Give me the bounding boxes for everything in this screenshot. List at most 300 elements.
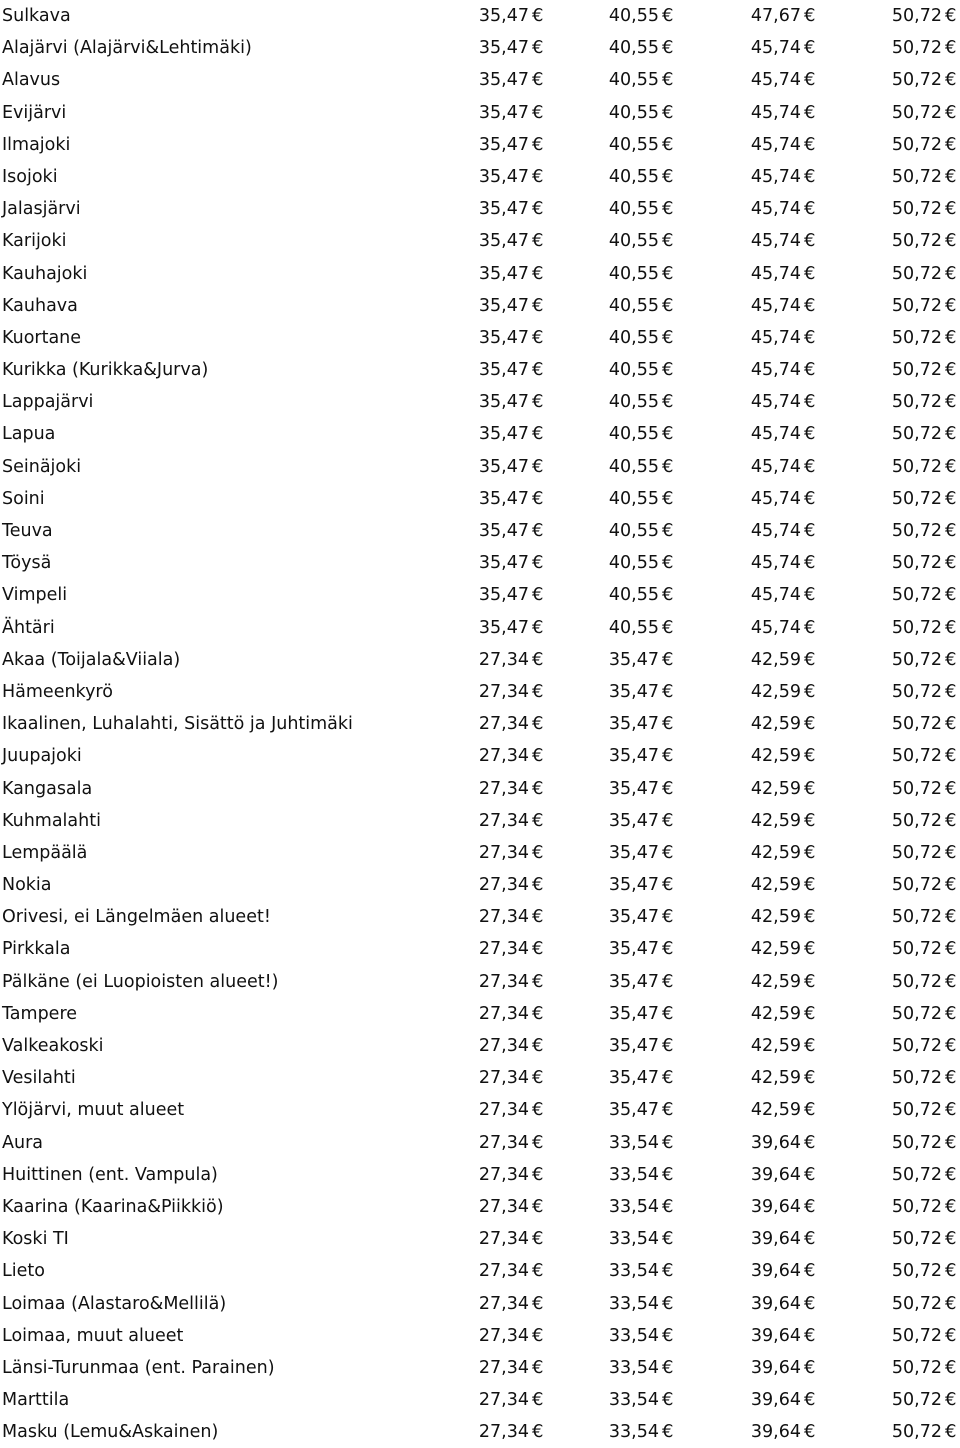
price-value: 35,47 [478, 102, 529, 123]
price-value: 35,47 [478, 231, 529, 252]
price-value: 40,55 [608, 488, 659, 509]
price-value: 50,72 [891, 1325, 942, 1346]
euro-sign: € [532, 359, 544, 381]
euro-sign: € [662, 1131, 674, 1153]
municipality-name: Länsi-Turunmaa (ent. Parainen) [2, 1357, 275, 1378]
euro-sign: € [945, 1195, 957, 1217]
table-row [0, 1223, 960, 1255]
municipality-name: Marttila [2, 1390, 70, 1411]
price-value: 50,72 [891, 231, 942, 252]
price-value: 40,55 [608, 360, 659, 381]
price-value: 42,59 [750, 1036, 801, 1056]
euro-sign: € [945, 1421, 957, 1443]
price-value: 40,55 [608, 70, 659, 91]
price-value: 50,72 [891, 360, 942, 381]
price-value: 27,34 [478, 907, 529, 928]
price-value: 50,72 [891, 38, 942, 59]
euro-sign: € [804, 294, 816, 316]
price-value: 50,72 [891, 617, 942, 638]
price-value: 27,34 [478, 875, 529, 896]
price-value: 40,55 [608, 199, 659, 220]
price-value: 35,47 [608, 649, 659, 670]
price-value: 27,34 [478, 1132, 529, 1153]
euro-sign: € [662, 1228, 674, 1250]
euro-sign: € [945, 294, 957, 316]
euro-sign: € [804, 520, 816, 541]
price-value: 27,34 [478, 778, 529, 799]
price-value: 27,34 [478, 939, 529, 960]
euro-sign: € [532, 69, 544, 91]
euro-sign: € [804, 455, 816, 477]
table-row [0, 966, 960, 998]
municipality-name: Akaa (Toijala&Viiala) [2, 649, 181, 670]
euro-sign: € [804, 1260, 816, 1282]
euro-sign: € [662, 1356, 674, 1378]
euro-sign: € [532, 1324, 544, 1346]
price-value: 33,54 [608, 1196, 659, 1217]
price-value: 42,59 [750, 1100, 801, 1121]
euro-sign: € [945, 133, 957, 155]
euro-sign: € [532, 906, 544, 928]
euro-sign: € [804, 616, 816, 638]
price-value: 35,47 [478, 38, 529, 59]
table-row [0, 1320, 960, 1352]
euro-sign: € [945, 69, 957, 91]
price-value: 50,72 [891, 553, 942, 574]
euro-sign: € [945, 970, 957, 992]
euro-sign: € [804, 101, 816, 123]
euro-sign: € [945, 1163, 957, 1185]
euro-sign: € [532, 616, 544, 638]
price-value: 35,47 [608, 939, 659, 960]
euro-sign: € [804, 1389, 816, 1411]
price-value: 50,72 [891, 1036, 942, 1056]
price-value: 50,72 [891, 810, 942, 831]
price-value: 27,34 [478, 1422, 529, 1443]
price-value: 40,55 [608, 263, 659, 284]
euro-sign: € [945, 1324, 957, 1346]
euro-sign: € [945, 1292, 957, 1314]
euro-sign: € [662, 745, 674, 767]
euro-sign: € [532, 391, 544, 413]
euro-sign: € [532, 970, 544, 992]
euro-sign: € [804, 359, 816, 381]
price-value: 45,74 [750, 70, 801, 91]
euro-sign: € [804, 198, 816, 220]
euro-sign: € [804, 680, 816, 702]
price-value: 45,74 [750, 199, 801, 220]
euro-sign: € [662, 584, 674, 606]
euro-sign: € [532, 938, 544, 960]
table-row [0, 901, 960, 933]
price-value: 27,34 [478, 1390, 529, 1411]
price-value: 35,47 [478, 199, 529, 220]
price-value: 45,74 [750, 585, 801, 606]
municipality-name: Lempäälä [2, 842, 88, 863]
price-value: 27,34 [478, 842, 529, 863]
price-value: 50,72 [891, 6, 942, 26]
municipality-name: Pirkkala [2, 939, 71, 960]
price-value: 40,55 [608, 521, 659, 541]
price-value: 42,59 [750, 1003, 801, 1024]
price-value: 50,72 [891, 585, 942, 606]
price-value: 45,74 [750, 38, 801, 59]
price-value: 35,47 [608, 746, 659, 767]
municipality-name: Huittinen (ent. Vampula) [2, 1164, 218, 1185]
table-row [0, 933, 960, 965]
table-row [0, 708, 960, 740]
euro-sign: € [532, 262, 544, 284]
euro-sign: € [804, 1002, 816, 1024]
municipality-name: Koski TI [2, 1229, 69, 1250]
price-value: 42,59 [750, 939, 801, 960]
euro-sign: € [804, 1067, 816, 1089]
euro-sign: € [662, 1067, 674, 1089]
municipality-name: Ikaalinen, Luhalahti, Sisättö ja Juhtimäki [2, 714, 353, 735]
euro-sign: € [662, 713, 674, 735]
price-value: 35,47 [608, 842, 659, 863]
price-value: 45,74 [750, 102, 801, 123]
euro-sign: € [662, 294, 674, 316]
price-value: 50,72 [891, 1003, 942, 1024]
euro-sign: € [532, 552, 544, 574]
municipality-name: Juupajoki [2, 746, 82, 767]
table-row [0, 1352, 960, 1384]
euro-sign: € [662, 874, 674, 896]
euro-sign: € [532, 1035, 544, 1056]
euro-sign: € [532, 294, 544, 316]
euro-sign: € [532, 713, 544, 735]
euro-sign: € [804, 809, 816, 831]
euro-sign: € [662, 970, 674, 992]
price-value: 40,55 [608, 231, 659, 252]
euro-sign: € [945, 1260, 957, 1282]
euro-sign: € [532, 1292, 544, 1314]
price-value: 42,59 [750, 714, 801, 735]
price-value: 40,55 [608, 553, 659, 574]
table-row [0, 1159, 960, 1191]
euro-sign: € [532, 1163, 544, 1185]
price-value: 40,55 [608, 424, 659, 445]
price-value: 27,34 [478, 1196, 529, 1217]
euro-sign: € [945, 230, 957, 252]
price-value: 33,54 [608, 1357, 659, 1378]
table-row [0, 483, 960, 515]
price-value: 50,72 [891, 1164, 942, 1185]
price-value: 27,34 [478, 810, 529, 831]
table-row [0, 1288, 960, 1320]
price-value: 35,47 [478, 488, 529, 509]
euro-sign: € [804, 1195, 816, 1217]
table-row [0, 0, 960, 32]
municipality-name: Kurikka (Kurikka&Jurva) [2, 360, 209, 381]
table-row [0, 547, 960, 579]
municipality-name: Kuortane [2, 327, 82, 348]
euro-sign: € [662, 487, 674, 509]
municipality-name: Vimpeli [2, 585, 68, 606]
euro-sign: € [945, 262, 957, 284]
euro-sign: € [662, 906, 674, 928]
euro-sign: € [804, 1099, 816, 1121]
euro-sign: € [945, 906, 957, 928]
price-value: 42,59 [750, 649, 801, 670]
municipality-name: Loimaa (Alastaro&Mellilä) [2, 1293, 227, 1314]
price-value: 35,47 [608, 1100, 659, 1121]
euro-sign: € [945, 874, 957, 896]
price-value: 39,64 [750, 1357, 801, 1378]
euro-sign: € [945, 198, 957, 220]
price-value: 50,72 [891, 681, 942, 702]
euro-sign: € [532, 1389, 544, 1411]
price-value: 50,72 [891, 166, 942, 187]
euro-sign: € [662, 37, 674, 59]
euro-sign: € [662, 1002, 674, 1024]
euro-sign: € [532, 101, 544, 123]
price-value: 42,59 [750, 971, 801, 992]
price-value: 33,54 [608, 1132, 659, 1153]
euro-sign: € [804, 841, 816, 863]
municipality-name: Kauhava [2, 295, 78, 316]
euro-sign: € [662, 133, 674, 155]
price-value: 35,47 [608, 681, 659, 702]
price-value: 35,47 [608, 1068, 659, 1089]
price-value: 27,34 [478, 1068, 529, 1089]
table-row [0, 64, 960, 96]
price-value: 27,34 [478, 1100, 529, 1121]
euro-sign: € [532, 648, 544, 670]
euro-sign: € [662, 1163, 674, 1185]
municipality-name: Sulkava [2, 6, 71, 26]
municipality-name: Seinäjoki [2, 456, 82, 477]
price-value: 39,64 [750, 1293, 801, 1314]
price-value: 35,47 [478, 521, 529, 541]
euro-sign: € [532, 1002, 544, 1024]
euro-sign: € [662, 230, 674, 252]
euro-sign: € [532, 745, 544, 767]
table-row [0, 290, 960, 322]
euro-sign: € [804, 5, 816, 26]
euro-sign: € [804, 37, 816, 59]
municipality-name: Orivesi, ei Längelmäen alueet! [2, 907, 271, 928]
price-value: 33,54 [608, 1422, 659, 1443]
euro-sign: € [662, 1099, 674, 1121]
euro-sign: € [662, 938, 674, 960]
price-value: 45,74 [750, 392, 801, 413]
price-value: 39,64 [750, 1422, 801, 1443]
euro-sign: € [662, 455, 674, 477]
euro-sign: € [945, 1002, 957, 1024]
price-value: 50,72 [891, 746, 942, 767]
price-value: 27,34 [478, 971, 529, 992]
table-row [0, 1094, 960, 1126]
municipality-name: Ylöjärvi, muut alueet [2, 1100, 185, 1121]
price-value: 33,54 [608, 1164, 659, 1185]
euro-sign: € [662, 520, 674, 541]
euro-sign: € [662, 777, 674, 799]
euro-sign: € [945, 616, 957, 638]
euro-sign: € [532, 520, 544, 541]
euro-sign: € [662, 69, 674, 91]
price-value: 27,34 [478, 649, 529, 670]
price-value: 50,72 [891, 875, 942, 896]
municipality-name: Ilmajoki [2, 134, 71, 155]
municipality-name: Masku (Lemu&Askainen) [2, 1422, 219, 1443]
price-value: 45,74 [750, 617, 801, 638]
price-value: 27,34 [478, 714, 529, 735]
price-value: 50,72 [891, 199, 942, 220]
price-value: 45,74 [750, 134, 801, 155]
municipality-name: Kuhmalahti [2, 810, 101, 831]
euro-sign: € [662, 552, 674, 574]
price-value: 42,59 [750, 681, 801, 702]
price-value: 27,34 [478, 1003, 529, 1024]
euro-sign: € [945, 359, 957, 381]
euro-sign: € [945, 326, 957, 348]
table-row [0, 354, 960, 386]
euro-sign: € [662, 326, 674, 348]
euro-sign: € [804, 1292, 816, 1314]
euro-sign: € [532, 1131, 544, 1153]
euro-sign: € [662, 616, 674, 638]
euro-sign: € [532, 230, 544, 252]
euro-sign: € [804, 906, 816, 928]
euro-sign: € [532, 809, 544, 831]
municipality-name: Ähtäri [2, 617, 55, 638]
price-value: 47,67 [750, 6, 801, 26]
price-value: 40,55 [608, 392, 659, 413]
price-value: 27,34 [478, 1164, 529, 1185]
euro-sign: € [945, 552, 957, 574]
price-value: 27,34 [478, 1357, 529, 1378]
euro-sign: € [804, 133, 816, 155]
municipality-name: Nokia [2, 875, 52, 896]
price-value: 50,72 [891, 939, 942, 960]
euro-sign: € [945, 455, 957, 477]
price-value: 50,72 [891, 327, 942, 348]
price-value: 35,47 [608, 907, 659, 928]
euro-sign: € [804, 487, 816, 509]
price-value: 39,64 [750, 1229, 801, 1250]
euro-sign: € [532, 841, 544, 863]
table-row [0, 837, 960, 869]
price-value: 40,55 [608, 166, 659, 187]
price-value: 35,47 [608, 971, 659, 992]
price-value: 40,55 [608, 617, 659, 638]
euro-sign: € [532, 777, 544, 799]
price-value: 40,55 [608, 585, 659, 606]
price-value: 50,72 [891, 1196, 942, 1217]
euro-sign: € [662, 648, 674, 670]
euro-sign: € [804, 1228, 816, 1250]
euro-sign: € [945, 713, 957, 735]
price-value: 27,34 [478, 1036, 529, 1056]
price-value: 35,47 [478, 327, 529, 348]
municipality-name: Tampere [2, 1003, 78, 1024]
municipality-name: Töysä [2, 553, 52, 574]
price-value: 35,47 [478, 295, 529, 316]
price-value: 45,74 [750, 424, 801, 445]
euro-sign: € [662, 5, 674, 26]
euro-sign: € [804, 874, 816, 896]
euro-sign: € [804, 1356, 816, 1378]
table-row [0, 740, 960, 772]
price-value: 45,74 [750, 166, 801, 187]
price-value: 35,47 [608, 810, 659, 831]
price-value: 35,47 [478, 585, 529, 606]
euro-sign: € [532, 1099, 544, 1121]
table-row [0, 258, 960, 290]
municipality-name: Teuva [2, 521, 53, 541]
price-value: 33,54 [608, 1325, 659, 1346]
table-row [0, 1030, 960, 1062]
price-value: 45,74 [750, 360, 801, 381]
price-value: 35,47 [608, 1036, 659, 1056]
price-value: 50,72 [891, 295, 942, 316]
euro-sign: € [945, 1099, 957, 1121]
price-value: 35,47 [608, 714, 659, 735]
euro-sign: € [532, 1421, 544, 1443]
euro-sign: € [945, 391, 957, 413]
municipality-name: Loimaa, muut alueet [2, 1325, 184, 1346]
municipality-name: Lappajärvi [2, 392, 94, 413]
price-value: 42,59 [750, 810, 801, 831]
table-row [0, 161, 960, 193]
price-value: 50,72 [891, 392, 942, 413]
table-row [0, 451, 960, 483]
table-row [0, 386, 960, 418]
price-value: 50,72 [891, 778, 942, 799]
euro-sign: € [945, 1228, 957, 1250]
euro-sign: € [945, 809, 957, 831]
table-row [0, 32, 960, 64]
municipality-name: Aura [2, 1132, 43, 1153]
euro-sign: € [945, 1131, 957, 1153]
price-value: 50,72 [891, 134, 942, 155]
table-row [0, 805, 960, 837]
euro-sign: € [804, 262, 816, 284]
euro-sign: € [532, 1228, 544, 1250]
euro-sign: € [804, 713, 816, 735]
euro-sign: € [532, 680, 544, 702]
price-value: 35,47 [478, 392, 529, 413]
table-row [0, 129, 960, 161]
price-value: 39,64 [750, 1196, 801, 1217]
municipality-name: Kauhajoki [2, 263, 88, 284]
table-row [0, 515, 960, 547]
euro-sign: € [804, 584, 816, 606]
price-value: 39,64 [750, 1261, 801, 1282]
euro-sign: € [662, 841, 674, 863]
table-row [0, 644, 960, 676]
table-row [0, 97, 960, 129]
municipality-name: Lapua [2, 424, 56, 445]
price-value: 45,74 [750, 263, 801, 284]
price-value: 33,54 [608, 1261, 659, 1282]
euro-sign: € [532, 198, 544, 220]
price-value: 50,72 [891, 971, 942, 992]
price-value: 50,72 [891, 102, 942, 123]
price-value: 50,72 [891, 70, 942, 91]
price-value: 50,72 [891, 424, 942, 445]
euro-sign: € [532, 165, 544, 187]
municipality-name: Lieto [2, 1261, 45, 1282]
euro-sign: € [532, 1356, 544, 1378]
euro-sign: € [945, 423, 957, 445]
price-value: 42,59 [750, 1068, 801, 1089]
euro-sign: € [662, 359, 674, 381]
euro-sign: € [662, 423, 674, 445]
price-value: 39,64 [750, 1132, 801, 1153]
